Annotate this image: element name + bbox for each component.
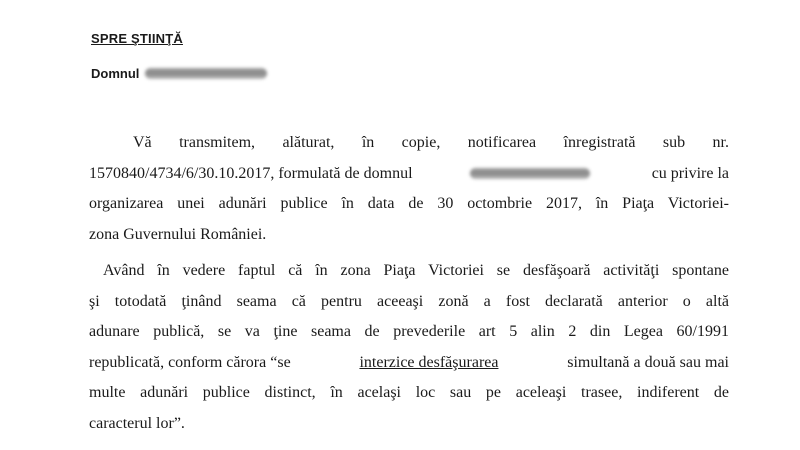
paragraph2-line2: şi totodată ţinând seama că pentru aceeaşi zonă a fost declarată anterior o altă [89,292,729,310]
paragraph1-line3: organizarea unei adunări publice în data de 30 octombrie 2017, în Piaţa Victoriei- [89,195,729,212]
paragraph1-line2-end: cu privire la [651,164,729,182]
paragraph2-line1: Având în vedere faptul că în zona Piaţa Victoriei se desfăşoară activităţi spontane [103,262,729,279]
underlined-phrase: interzice desfăşurarea [359,353,499,371]
paragraph-considerations [89,256,729,439]
paragraph1-line2 [89,159,729,190]
paragraph2-line4-end: simultană a două sau mai [567,353,729,371]
paragraph2-line4 [89,348,729,379]
addressee-line [91,66,267,81]
paragraph1-line2-start: 1570840/4734/6/30.10.2017, formulată de domnul [89,164,413,182]
paragraph2-line3: adunare publică, se va ţine seama de prevederile art 5 alin 2 din Legea 60/1991 [89,323,729,340]
paragraph1-line1: Vă transmitem, alăturat, în copie, notificarea înregistrată sub nr. [133,134,729,151]
paragraph2-line6: caracterul lor”. [89,414,185,432]
paragraph-notification [89,128,729,250]
redacted-name [145,68,267,79]
paragraph2-line5: multe adunări publice distinct, în acelaşi loc sau pe aceleaşi trasee, indiferent de [89,384,729,401]
paragraph2-line4-start: republicată, conform cărora “se [89,353,291,371]
redacted-name-2 [470,168,590,179]
paragraph1-line4: zona Guvernului României. [89,225,267,243]
addressee-label: Domnul [91,66,140,81]
document-heading: SPRE ŞTIINŢĂ [91,31,183,46]
